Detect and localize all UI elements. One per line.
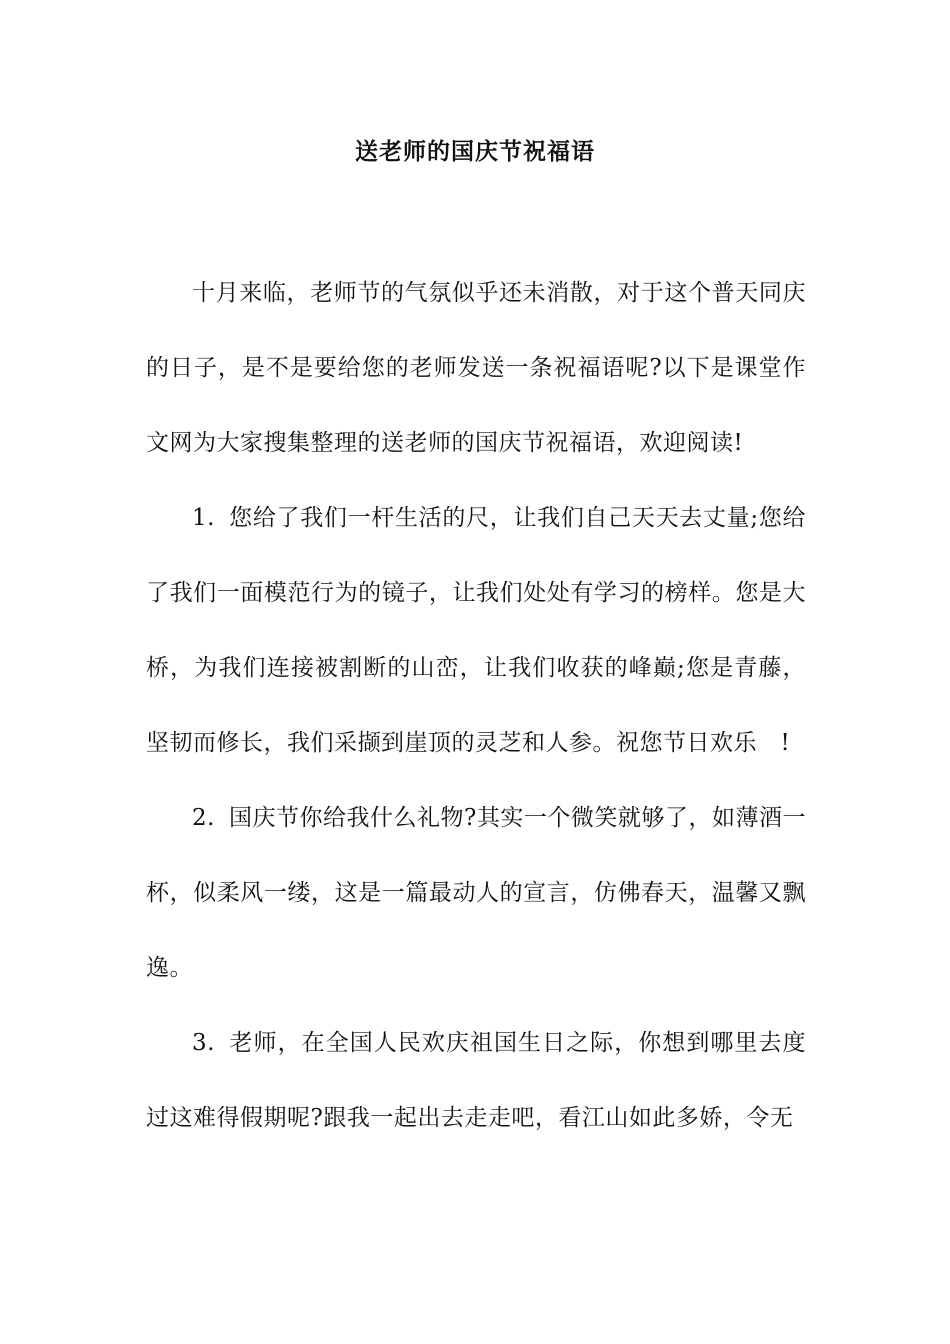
paragraph-text: 国庆节你给我什么礼物?其实一个微笑就够了，如薄酒一杯，似柔风一缕，这是一篇最动人的宣言，仿佛春天，温馨又飘逸。: [146, 805, 806, 981]
paragraph-text: 老师，在全国人民欢庆祖国生日之际，你想到哪里去度过这难得假期呢?跟我一起出去走走吧，看江山如此多娇，令无: [146, 1030, 806, 1131]
document-body: [146, 256, 806, 1156]
item-number: 3.: [192, 1030, 215, 1056]
intro-paragraph: [146, 256, 806, 481]
document-title: 送老师的国庆节祝福语: [355, 139, 595, 165]
paragraph-text: 十月来临，老师节的气氛似乎还未消散，对于这个普天同庆的日子，是不是要给您的老师发送一条祝福语呢?以下是课堂作文网为大家搜集整理的送老师的国庆节祝福语，欢迎阅读!: [146, 280, 806, 456]
wish-item-1: [146, 481, 806, 781]
wish-item-2: [146, 781, 806, 1006]
paragraph-text: 您给了我们一杆生活的尺，让我们自己天天去丈量;您给了我们一面模范行为的镜子，让我们处处有学习的榜样。您是大桥，为我们连接被割断的山峦，让我们收获的峰巅;您是青藤，坚韧而修长，我们采撷到崖顶的灵芝和人参。祝您节日欢乐 !: [146, 505, 806, 756]
wish-item-3: [146, 1006, 806, 1156]
item-number: 2.: [192, 805, 215, 831]
item-number: 1.: [192, 505, 215, 531]
